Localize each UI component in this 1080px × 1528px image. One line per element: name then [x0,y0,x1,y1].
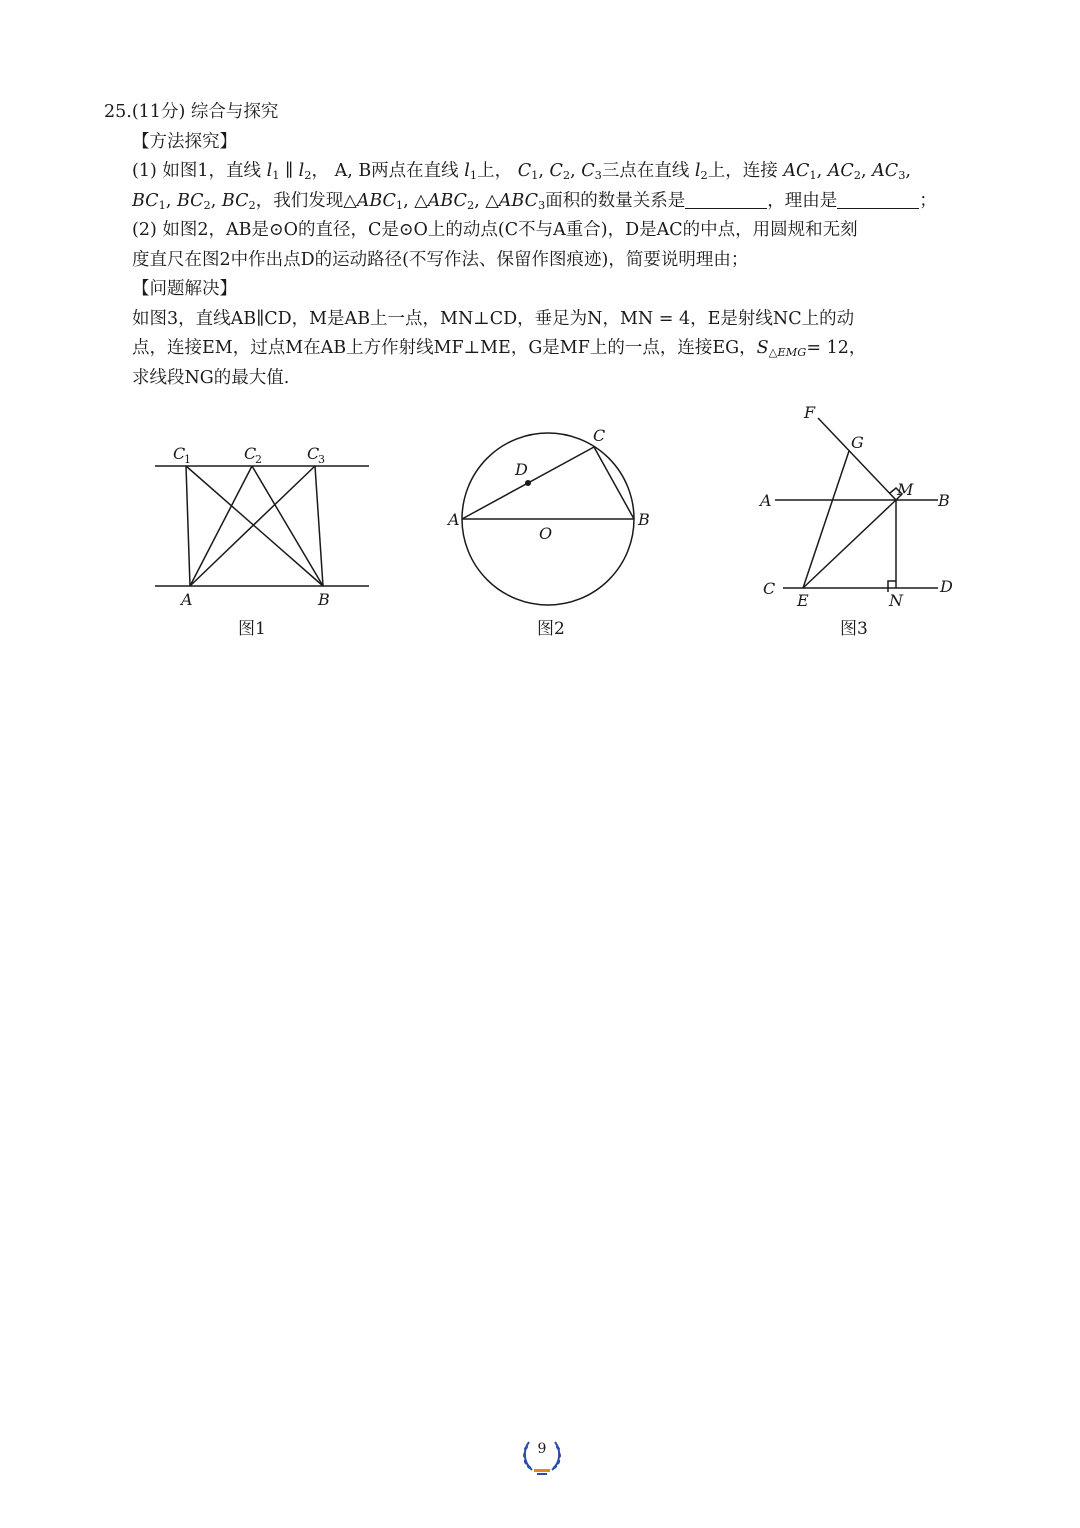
problem-line-2: 点，连接EM，过点M在AB上方作射线MF⊥ME，G是MF上的一点，连接EG，$S_{\triangle EMG}= 12$， [132,338,867,359]
label-c: C [763,579,776,598]
svg-text:3: 3 [318,453,325,466]
problem-line-3: 求线段NG的最大值. [132,367,290,388]
label-g: G [851,433,864,452]
label-b: B [938,491,950,510]
label-d: D [940,577,953,596]
label-c2: C [244,444,257,463]
figure-1-caption: 图1 [238,619,266,639]
question-1-line-2: $BC_1$, $BC_2$, $BC_2$，我们发现$\triangle ABC_1$, $\triangle ABC_2$, $\triangle ABC_3$面积的数量关系是 ，理由是 ； [132,190,937,212]
label-d: D [515,460,528,479]
problem-header [104,98,984,128]
figure-2-diagram [440,420,660,615]
label-a: A [760,491,772,510]
section-method: 【方法探究】 [132,131,237,152]
label-e: E [797,591,809,610]
problem-points: (11分) [131,102,186,122]
page-number: 9 [537,1441,547,1457]
label-f: F [804,403,816,422]
problem-text [104,98,984,393]
label-a: A [448,510,460,529]
question-1-line-1: (1) 如图1，直线 $l_1$ ∥ $l_2$， A, B两点在直线 $l_1$上， $C_1$, $C_2$, $C_3$三点在直线 $l_2$上，连接 $AC_1$, $AC_2$, $AC_3$, [132,161,911,182]
question-2-line-1: (2) 如图2，AB是⊙O的直径，C是⊙O上的动点(C不与A重合)，D是AC的中点，用圆规和无刻 [132,220,858,240]
problem-number: 25. [104,102,132,122]
figure-2 [440,420,660,615]
label-b: B [318,590,330,609]
page-number-badge [520,1434,564,1478]
question-2-line-2: 度直尺在图2中作出点D的运动路径(不写作法、保留作图痕迹)，简要说明理由； [132,249,749,270]
figure-2-caption: 图2 [537,619,565,639]
label-o: O [539,524,553,543]
label-c: C [593,426,606,445]
figure-3-caption: 图3 [840,619,868,639]
label-b: B [638,510,650,529]
answer-blank-1[interactable] [685,190,767,209]
label-n: N [889,591,903,610]
point-d [525,480,531,486]
svg-text:2: 2 [255,453,262,466]
svg-text:1: 1 [184,453,191,466]
problem-line-1: 如图3，直线AB∥CD，M是AB上一点，MN⊥CD，垂足为N，MN = 4，E是射线NC上的动 [132,308,855,329]
answer-blank-2[interactable] [837,190,919,209]
figure-1 [150,440,380,615]
figure-1-diagram [150,440,380,615]
figure-3 [755,400,965,615]
label-a: A [181,590,193,609]
label-c3: C [307,444,320,463]
label-c1: C [173,444,186,463]
section-problem-solving: 【问题解决】 [132,279,237,299]
problem-title: 综合与探究 [190,102,279,122]
figure-3-diagram [755,400,965,615]
label-m: M [897,480,914,499]
